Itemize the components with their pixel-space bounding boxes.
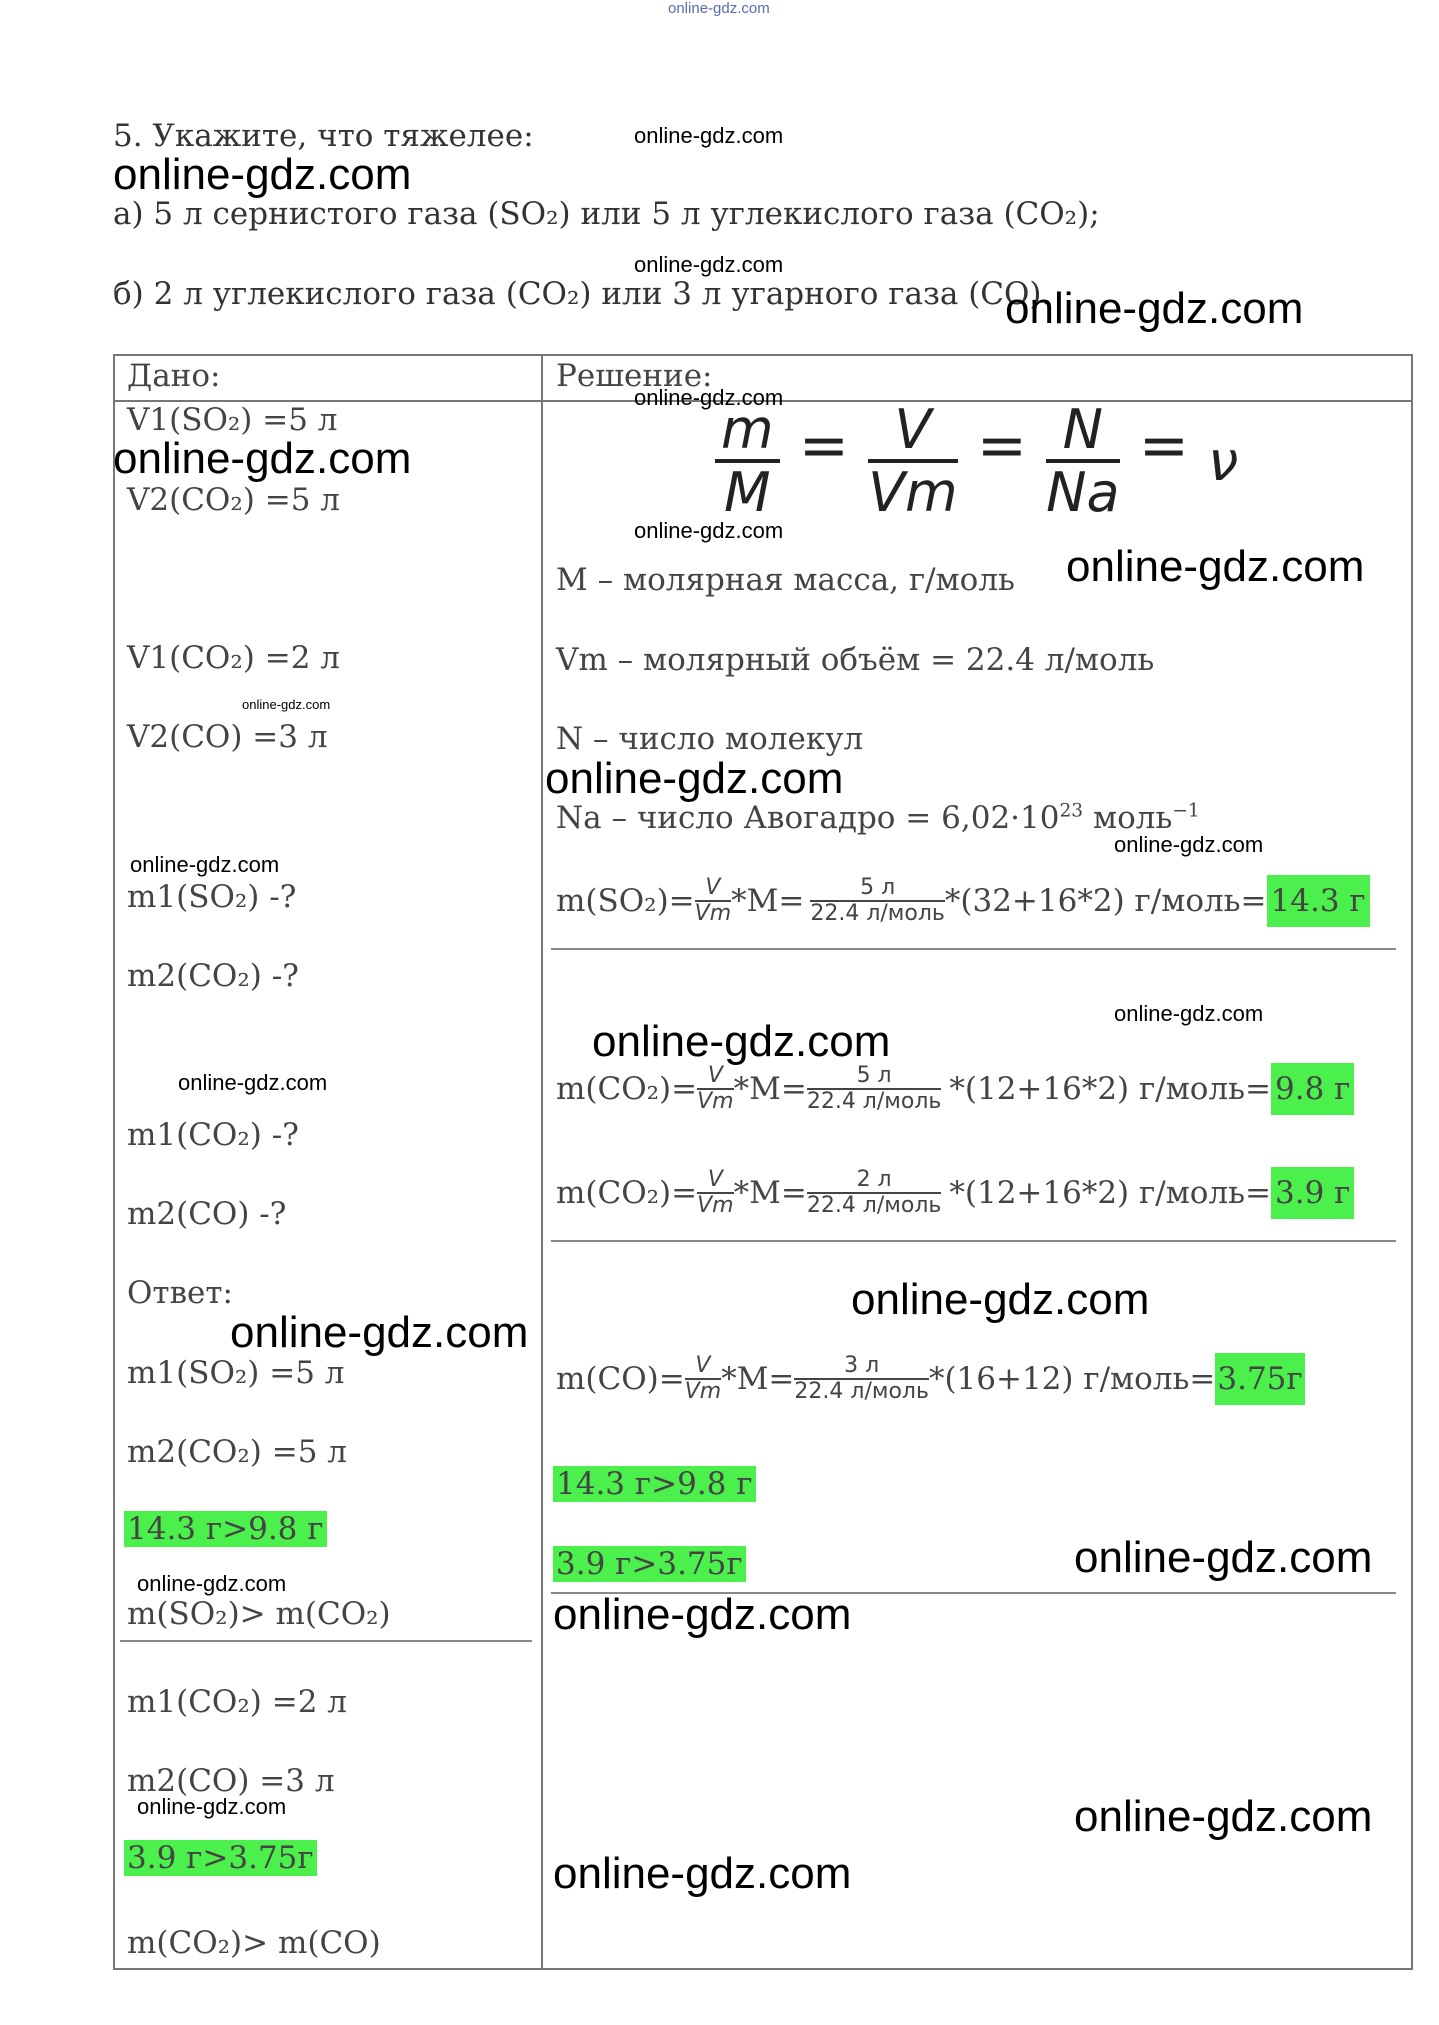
watermark-text: online-gdz.com — [553, 1849, 852, 1898]
find-m2-co: m2(CO) -? — [127, 1196, 287, 1232]
watermark-text: online-gdz.com — [1114, 832, 1264, 857]
watermark-text: online-gdz.com — [1074, 1533, 1373, 1582]
answer-comparison-2: 3.9 г>3.75г — [124, 1840, 317, 1876]
watermark-text: online-gdz.com — [634, 518, 784, 543]
watermark-text: online-gdz.com — [178, 1070, 328, 1095]
solution-comparison-2: 3.9 г>3.75г — [553, 1546, 746, 1582]
find-m1-so2: m1(SO₂) -? — [127, 879, 297, 915]
watermark-text: online-gdz.com — [634, 385, 784, 410]
answer-relation-2: m(CO₂)> m(CO) — [127, 1925, 381, 1961]
watermark-text: online-gdz.com — [137, 1794, 287, 1819]
question-part-b: б) 2 л углекислого газа (CO₂) или 3 л угарного газа (CO). — [113, 276, 1052, 312]
calc-m-so2: m(SO₂)= $\frac{V}{Vm}$ *M= $\frac{5 л}{\text{22.4 л/моль}}$ *(32+16*2) г/моль= 14.3 г — [556, 876, 1370, 926]
calc-m-co: m(CO)= $\frac{V}{Vm}$ *M= $\frac{3 л}{\text{22.4 л/моль}}$ *(16+12) г/моль=3.75г — [556, 1353, 1303, 1405]
answer-m2-co: m2(CO) =3 л — [127, 1763, 335, 1799]
result-m-co2-a: 9.8 г — [1271, 1063, 1354, 1115]
result-m-co2-b: 3.9 г — [1271, 1167, 1354, 1219]
given-v1-so2: V1(SO₂) =5 л — [127, 402, 338, 438]
watermark-text: online-gdz.com — [553, 1590, 852, 1639]
solution-divider-2 — [551, 1240, 1396, 1242]
given-v1-co2: V1(CO₂) =2 л — [127, 640, 340, 676]
question-title: 5. Укажите, что тяжелее: — [113, 118, 534, 154]
watermark-text: online-gdz.com — [230, 1308, 529, 1357]
definition-molar-volume: Vm – молярный объём = 22.4 л/моль — [556, 642, 1155, 678]
watermark-text: online-gdz.com — [592, 1017, 891, 1066]
answer-divider — [120, 1640, 532, 1642]
top-watermark: online-gdz.com — [668, 0, 770, 17]
definition-avogadro: Na – число Авогадро = $6,02\cdot 10^{23}$ моль$^{-1}$ — [556, 800, 1200, 836]
watermark-text: online-gdz.com — [851, 1275, 1150, 1324]
result-m-co: 3.75г — [1215, 1353, 1304, 1405]
given-v2-co: V2(CO) =3 л — [127, 719, 328, 755]
given-v2-co2: V2(CO₂) =5 л — [127, 482, 340, 518]
watermark-text: online-gdz.com — [634, 252, 784, 277]
answer-m2-co2: m2(CO₂) =5 л — [127, 1434, 347, 1470]
answer-relation-1: m(SO₂)> m(CO₂) — [127, 1596, 391, 1632]
watermark-text: online-gdz.com — [137, 1571, 287, 1596]
question-part-a: а) 5 л сернистого газа (SO₂) или 5 л углекислого газа (CO₂); — [113, 196, 1100, 232]
answer-m1-so2: m1(SO₂) =5 л — [127, 1355, 345, 1391]
watermark-text: online-gdz.com — [1066, 542, 1365, 591]
find-m2-co2: m2(CO₂) -? — [127, 958, 299, 994]
calc-m-co2-a: m(CO₂)= $\frac{V}{Vm}$ *M= $\frac{5 л}{\text{22.4 л/моль}}$ *(12+16*2) г/моль= 9.8 г — [556, 1064, 1354, 1114]
watermark-text: online-gdz.com — [1074, 1792, 1373, 1841]
solution-comparison-1: 14.3 г>9.8 г — [553, 1466, 756, 1502]
watermark-text: online-gdz.com — [242, 697, 331, 712]
watermark-text: online-gdz.com — [545, 754, 844, 803]
answer-label: Ответ: — [127, 1275, 233, 1311]
solution-header: Решение: — [556, 358, 713, 394]
solution-divider-1 — [551, 948, 1396, 950]
watermark-text: online-gdz.com — [130, 852, 280, 877]
given-header: Дано: — [127, 358, 221, 394]
main-formula: $\frac{m}{M}$ = $\frac{V}{Vm}$ = $\frac{N}{Na}$ = ν — [715, 400, 1238, 523]
watermark-text: online-gdz.com — [634, 123, 784, 148]
result-m-so2: 14.3 г — [1267, 875, 1370, 927]
watermark-text: online-gdz.com — [113, 434, 412, 483]
answer-comparison-1: 14.3 г>9.8 г — [124, 1511, 327, 1547]
watermark-text: online-gdz.com — [1114, 1001, 1264, 1026]
calc-m-co2-b: m(CO₂)= $\frac{V}{Vm}$ *M= $\frac{2 л}{\text{22.4 л/моль}}$ *(12+16*2) г/моль= 3.9 г — [556, 1168, 1354, 1218]
find-m1-co2: m1(CO₂) -? — [127, 1117, 299, 1153]
answer-m1-co2: m1(CO₂) =2 л — [127, 1684, 347, 1720]
watermark-text: online-gdz.com — [1005, 284, 1304, 333]
watermark-text: online-gdz.com — [113, 150, 412, 199]
definition-molecule-count: N – число молекул — [556, 721, 864, 757]
definition-molar-mass: M – молярная масса, г/моль — [556, 562, 1015, 598]
